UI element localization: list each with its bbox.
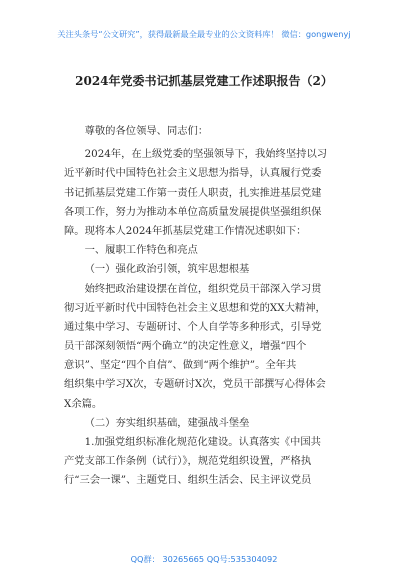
body-line: 书记抓基层党建工作第一责任人职责，扎实推进基层党建 — [64, 186, 322, 199]
footer-contact: QQ群： 30265665 QQ号:535304092 — [130, 554, 278, 564]
body-line: 障。现将本人2024年抓基层党建工作情况述职如下： — [64, 224, 307, 237]
subsection-heading: （二）夯实组织基础，建强战斗堡垒 — [84, 416, 250, 429]
body-line: 产党支部工作条例（试行）》，规范党组织设置，严格执 — [64, 455, 312, 468]
salutation: 尊敬的各位领导、同志们： — [84, 125, 209, 137]
document-title: 2024年党委书记抓基层党建工作述职报告（2） — [75, 74, 333, 88]
body-line: 始终把政治建设摆在首位，组织党员干部深入学习贯 — [84, 282, 322, 295]
body-line: X余篇。 — [64, 397, 103, 410]
body-line: 行“三会一课”、主题党日、组织生活会、民主评议党员 — [64, 474, 312, 487]
body-line: 各项工作，努力为推动本单位高质量发展提供坚强组织保 — [64, 205, 322, 218]
document-body — [64, 122, 354, 491]
subsection-heading: （一）强化政治引领，筑牢思想根基 — [84, 263, 250, 276]
body-line: 彻习近平新时代中国特色社会主义思想和党的XX大精神， — [64, 301, 326, 314]
section-heading: 一、履职工作特色和亮点 — [84, 244, 198, 257]
header-banner: 关注头条号“公文研究”，获得最新最全最专业的公文资料库！ 微信：gongwenyj — [57, 29, 351, 39]
body-line: 1.加强党组织标准化规范化建设。认真落实《中国共 — [84, 436, 321, 448]
body-line: 员干部深刻领悟“两个确立”的决定性意义，增强“四个 — [64, 340, 307, 353]
body-line: 组织集中学习X次，专题研讨X次，党员干部撰写心得体会 — [64, 378, 326, 391]
body-line: 通过集中学习、专题研讨、个人自学等多种形式，引导党 — [64, 320, 322, 333]
body-line: 近平新时代中国特色社会主义思想为指导，认真履行党委 — [64, 167, 322, 180]
body-line: 2024年，在上级党委的坚强领导下，我始终坚持以习 — [84, 148, 328, 161]
body-line: 意识”、坚定“四个自信”、做到“两个维护”。全年共 — [64, 359, 297, 372]
